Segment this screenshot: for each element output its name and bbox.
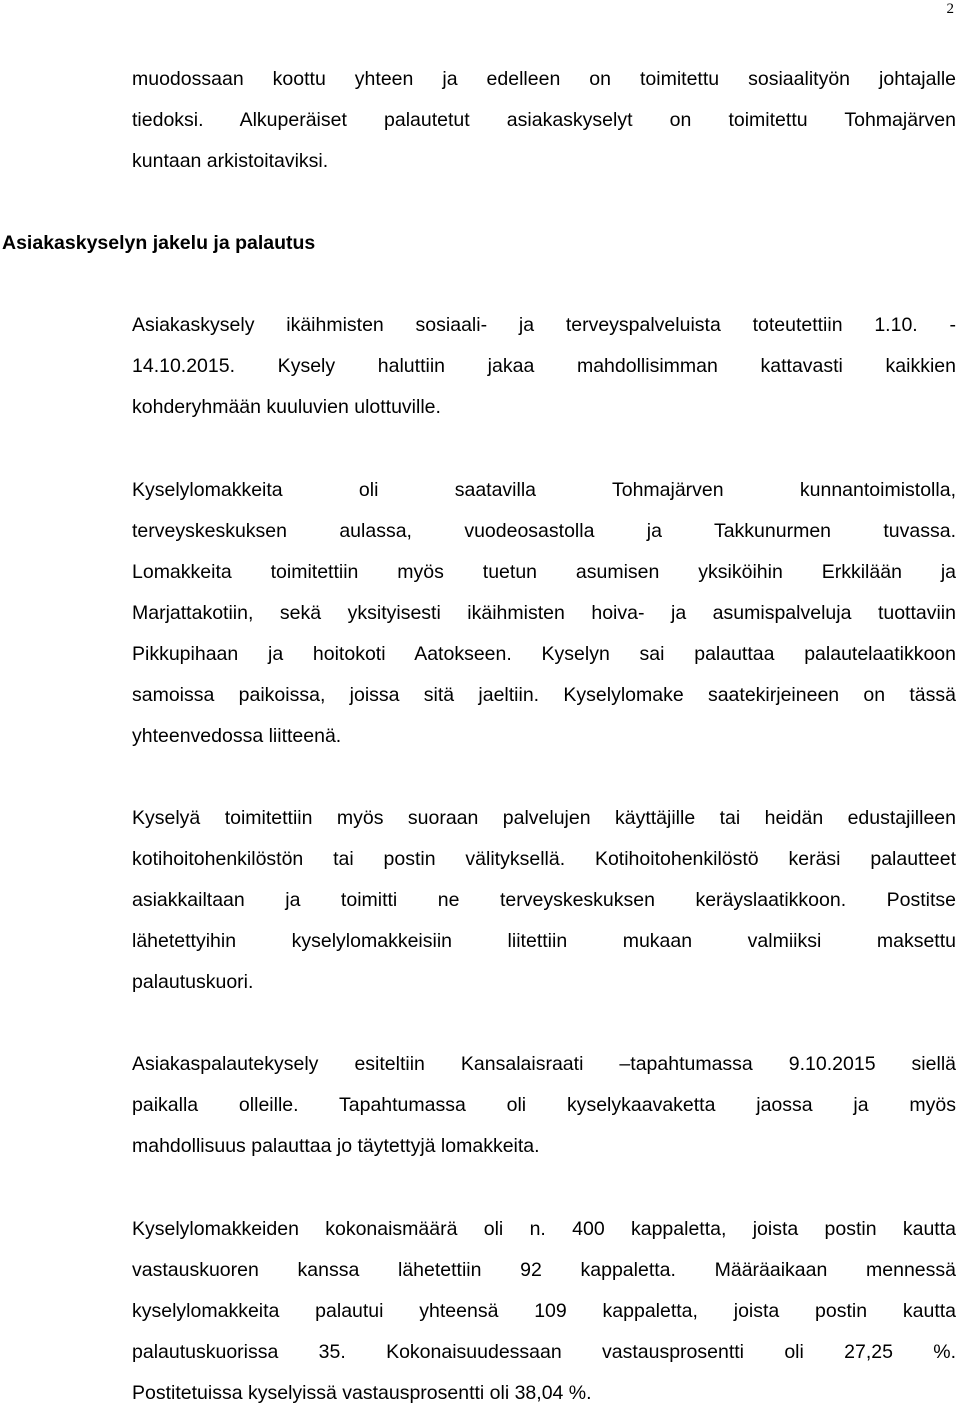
text-line: Kyselyä toimitettiin myös suoraan palvelujen käyttäjille tai heidän edustajilleen xyxy=(132,807,956,829)
text-line: paikalla olleille. Tapahtumassa oli kyselykaavaketta jaossa ja myös xyxy=(132,1094,956,1116)
text-line: asiakkailtaan ja toimitti ne terveyskeskuksen keräyslaatikkoon. Postitse xyxy=(132,889,956,911)
text-line: Postitetuissa kyselyissä vastausprosentti oli 38,04 %. xyxy=(132,1382,592,1404)
paragraph-form-locations xyxy=(132,470,956,757)
text-line: Lomakkeita toimitettiin myös tuetun asumisen yksiköihin Erkkilään ja xyxy=(132,561,956,583)
text-line: Kyselylomakkeiden kokonaismäärä oli n. 400 kappaletta, joista postin kautta xyxy=(132,1218,956,1240)
text-line: Asiakaspalautekysely esiteltiin Kansalaisraati –tapahtumassa 9.10.2015 siellä xyxy=(132,1053,956,1075)
text-line: mahdollisuus palauttaa jo täytettyjä lomakkeita. xyxy=(132,1135,540,1157)
text-line: Marjattakotiin, sekä yksityisesti ikäihmisten hoiva- ja asumispalveluja tuottaviin xyxy=(132,602,956,624)
text-line: 14.10.2015. Kysely haluttiin jakaa mahdollisimman kattavasti kaikkien xyxy=(132,355,956,377)
text-line: lähetettyihin kyselylomakkeisiin liitettiin mukaan valmiiksi maksettu xyxy=(132,930,956,952)
text-line: tiedoksi. Alkuperäiset palautetut asiakaskyselyt on toimitettu Tohmajärven xyxy=(132,109,956,131)
text-line: yhteenvedossa liitteenä. xyxy=(132,725,342,747)
intro-paragraph xyxy=(132,59,956,182)
paragraph-response-rate xyxy=(132,1209,956,1414)
text-line: palautuskuorissa 35. Kokonaisuudessaan vastausprosentti oli 27,25 %. xyxy=(132,1341,956,1363)
section-heading: Asiakaskyselyn jakelu ja palautus xyxy=(2,232,316,254)
page-number: 2 xyxy=(946,1,954,17)
text-line: vastauskuoren kanssa lähetettiin 92 kappaletta. Määräaikaan mennessä xyxy=(132,1259,956,1281)
text-line: kotihoitohenkilöstön tai postin välityksellä. Kotihoitohenkilöstö keräsi palautteet xyxy=(132,848,956,870)
text-line: muodossaan koottu yhteen ja edelleen on toimitettu sosiaalityön johtajalle xyxy=(132,68,956,90)
text-line: kohderyhmään kuuluvien ulottuville. xyxy=(132,396,441,418)
text-line: palautuskuori. xyxy=(132,971,254,993)
text-line: Kyselylomakkeita oli saatavilla Tohmajärven kunnantoimistolla, xyxy=(132,479,956,501)
text-line: Asiakaskysely ikäihmisten sosiaali- ja terveyspalveluista toteutettiin 1.10. - xyxy=(132,314,956,336)
paragraph-citizens-panel xyxy=(132,1044,956,1167)
paragraph-direct-delivery xyxy=(132,798,956,1003)
text-line: kuntaan arkistoitaviksi. xyxy=(132,150,329,172)
text-line: Pikkupihaan ja hoitokoti Aatokseen. Kyselyn sai palauttaa palautelaatikkoon xyxy=(132,643,956,665)
text-line: terveyskeskuksen aulassa, vuodeosastolla ja Takkunurmen tuvassa. xyxy=(132,520,956,542)
paragraph-distribution-period xyxy=(132,305,956,428)
text-line: kyselylomakkeita palautui yhteensä 109 kappaletta, joista postin kautta xyxy=(132,1300,956,1322)
text-line: samoissa paikoissa, joissa sitä jaeltiin. Kyselylomake saatekirjeineen on tässä xyxy=(132,684,956,706)
